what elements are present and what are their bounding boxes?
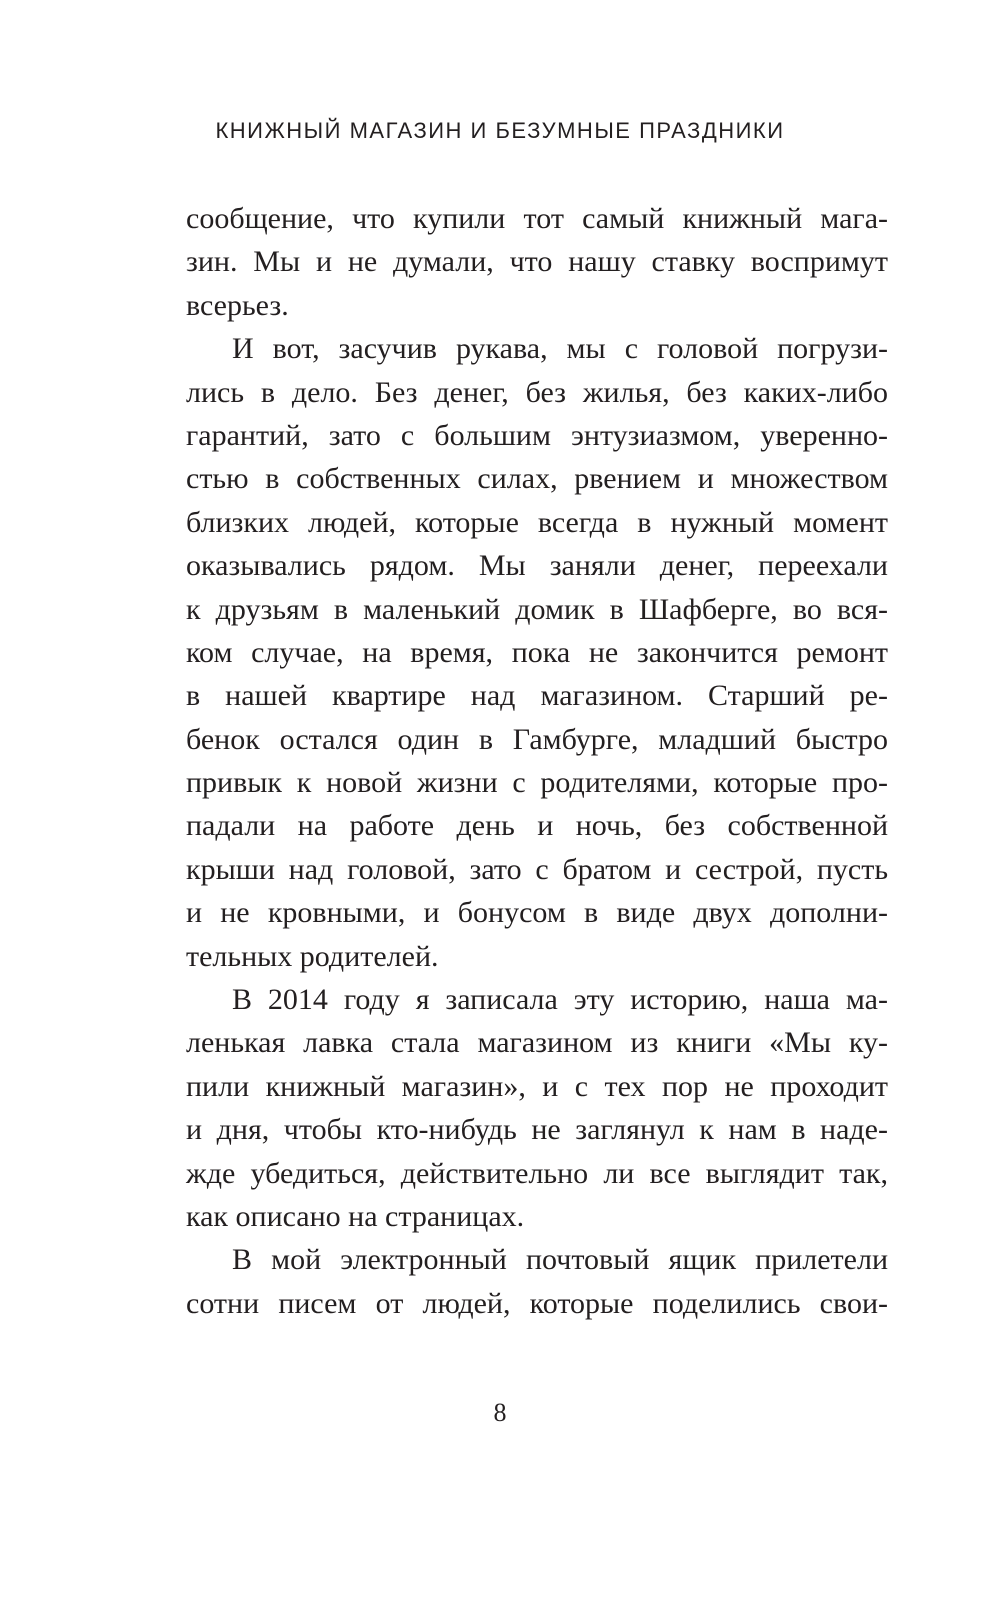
text-line: сотни писем от людей, которые поделились свои- (186, 1286, 888, 1320)
text-line: в нашей квартире над магазином. Старший ре- (186, 679, 888, 713)
text-line: тельных родителей. (186, 939, 439, 973)
text-line: и дня, чтобы кто-нибудь не заглянул к нам в наде- (186, 1113, 888, 1147)
text-line: крыши над головой, зато с братом и сестрой, пусть (186, 852, 888, 886)
paragraph-first-line: В мой электронный почтовый ящик прилетели (232, 1243, 888, 1277)
text-line: пили книжный магазин», и с тех пор не проходит (186, 1069, 888, 1103)
text-line: оказывались рядом. Мы заняли денег, переехали (186, 549, 888, 583)
text-line: ком случае, на время, пока не закончится ремонт (186, 635, 888, 669)
paragraph-first-line: В 2014 году я записала эту историю, наша ма- (232, 983, 888, 1017)
text-line: гарантий, зато с большим энтузиазмом, уверенно- (186, 418, 888, 452)
text-line: всерьез. (186, 288, 289, 322)
text-line: как описано на страницах. (186, 1199, 525, 1233)
text-line: лись в дело. Без денег, без жилья, без каких-либо (186, 375, 888, 409)
text-line: стью в собственных силах, рвением и множеством (186, 462, 888, 496)
running-head-title: КНИЖНЫЙ МАГАЗИН И БЕЗУМНЫЕ ПРАЗДНИКИ (215, 118, 785, 143)
text-line: сообщение, что купили тот самый книжный мага- (186, 202, 888, 235)
text-line: близких людей, которые всегда в нужный момент (186, 505, 888, 539)
text-line: и не кровными, и бонусом в виде двух дополни- (186, 896, 888, 930)
text-line: падали на работе день и ночь, без собственной (186, 809, 888, 843)
text-line: жде убедиться, действительно ли все выглядит так, (186, 1156, 888, 1190)
page-number: 8 (493, 1398, 507, 1427)
text-line: к друзьям в маленький домик в Шафберге, во вся- (186, 592, 888, 626)
text-line: бенок остался один в Гамбурге, младший быстро (186, 722, 888, 756)
text-line: привык к новой жизни с родителями, которые про- (186, 766, 888, 800)
text-line: ленькая лавка стала магазином из книги «Мы ку- (186, 1026, 888, 1060)
text-line: зин. Мы и не думали, что нашу ставку воспримут (186, 245, 888, 279)
body-text (186, 197, 888, 1325)
paragraph-first-line: И вот, засучив рукава, мы с головой погрузи- (232, 332, 888, 366)
